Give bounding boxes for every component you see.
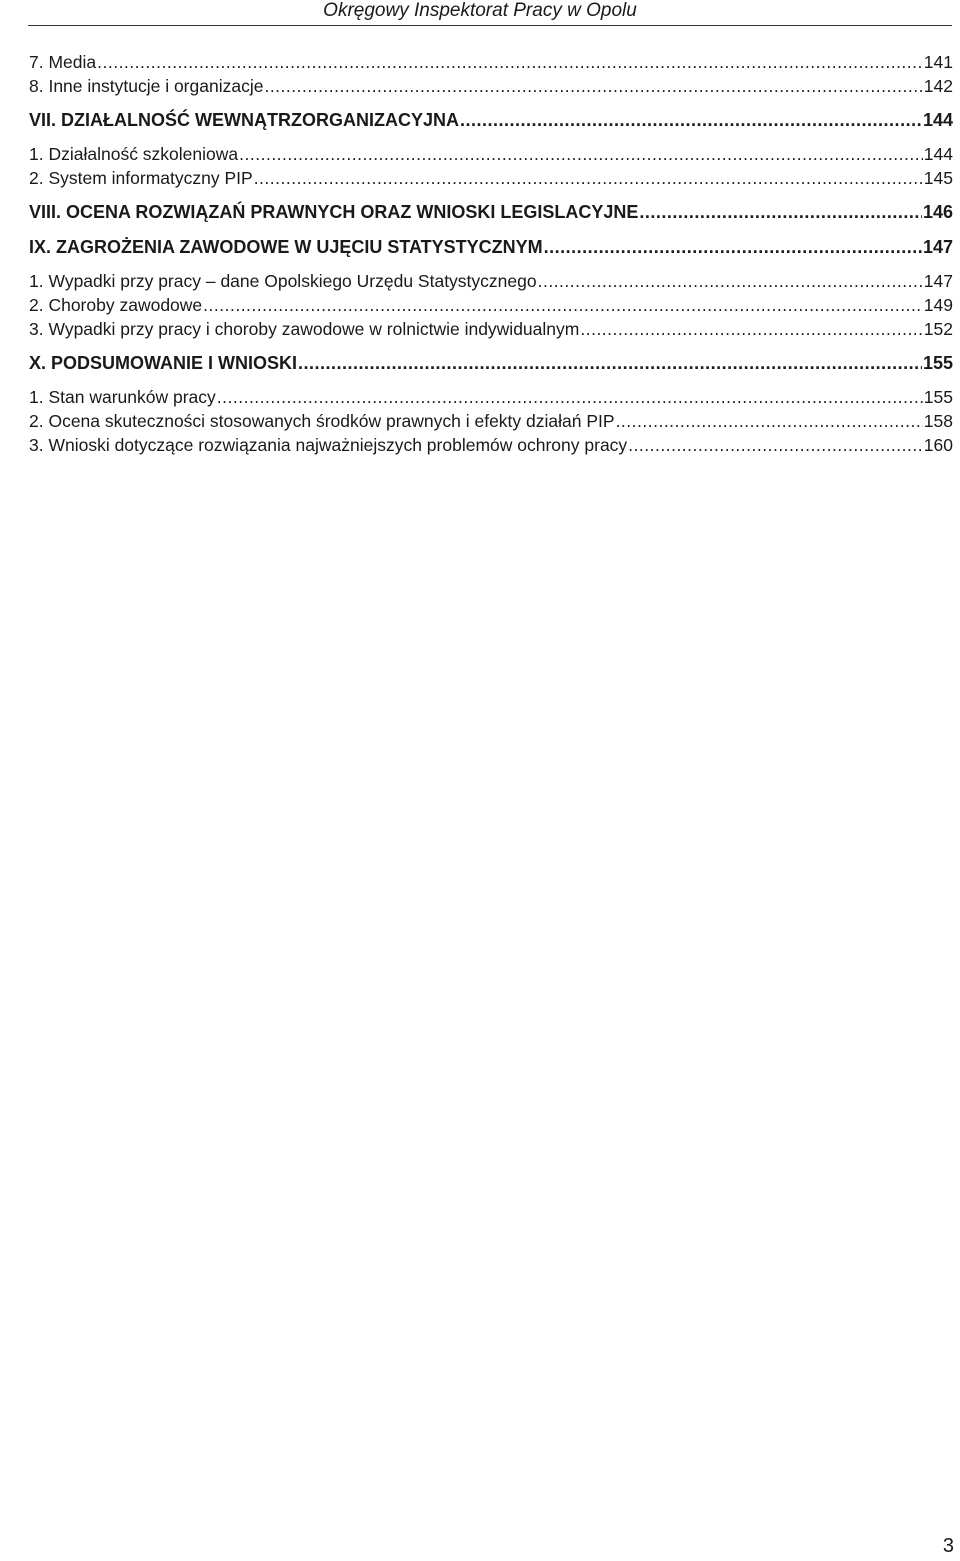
toc-entry[interactable] [29,317,953,341]
toc-leader-dots [264,74,922,98]
toc-entry[interactable] [29,409,953,433]
toc-entry-page: 144 [923,144,953,164]
toc-entry-label: 2. Ocena skuteczności stosowanych środków prawnych i efekty działań PIP [29,411,615,431]
table-of-contents [29,50,953,457]
toc-entry-label: 1. Stan warunków pracy [29,387,216,407]
toc-entry-label: 1. Wypadki przy pracy – dane Opolskiego Urzędu Statystycznego [29,271,537,291]
toc-entry-page: 147 [922,237,953,257]
toc-entry[interactable] [29,433,953,457]
toc-entry-label: 8. Inne instytucje i organizacje [29,76,264,96]
toc-entry-page: 155 [922,353,953,373]
toc-entry-label: 7. Media [29,52,97,72]
toc-entry-label: 2. System informatyczny PIP [29,168,253,188]
toc-section-entry[interactable] [29,350,953,376]
toc-section-entry[interactable] [29,199,953,225]
toc-entry-page: 141 [923,52,953,72]
toc-leader-dots [616,409,923,433]
toc-entry-page: 152 [923,319,953,339]
toc-entry-page: 147 [923,271,953,291]
toc-entry[interactable] [29,269,953,293]
toc-entry-page: 146 [922,202,953,222]
toc-leader-dots [254,166,923,190]
toc-entry-page: 158 [923,411,953,431]
toc-section-entry[interactable] [29,234,953,260]
toc-leader-dots [217,385,923,409]
toc-entry-page: 144 [922,110,953,130]
toc-entry-page: 155 [923,387,953,407]
toc-entry-label: VII. DZIAŁALNOŚĆ WEWNĄTRZORGANIZACYJNA [29,110,459,130]
toc-leader-dots [460,107,922,133]
toc-leader-dots [628,433,923,457]
toc-leader-dots [544,234,922,260]
page-header-title: Okręgowy Inspektorat Pracy w Opolu [323,0,637,21]
toc-entry-label: IX. ZAGROŻENIA ZAWODOWE W UJĘCIU STATYSTYCZNYM [29,237,543,257]
toc-entry-label: 2. Choroby zawodowe [29,295,203,315]
toc-entry[interactable] [29,166,953,190]
toc-entry-page: 145 [923,168,953,188]
toc-leader-dots [298,350,922,376]
toc-entry-label: VIII. OCENA ROZWIĄZAŃ PRAWNYCH ORAZ WNIOSKI LEGISLACYJNE [29,202,639,222]
header-divider [28,25,952,26]
toc-entry-page: 142 [923,76,953,96]
toc-entry-label: X. PODSUMOWANIE I WNIOSKI [29,353,298,373]
toc-entry[interactable] [29,293,953,317]
toc-leader-dots [97,50,923,74]
toc-entry-page: 160 [923,435,953,455]
toc-entry[interactable] [29,385,953,409]
page-number: 3 [942,1535,954,1557]
toc-leader-dots [203,293,923,317]
toc-leader-dots [580,317,922,341]
toc-entry[interactable] [29,50,953,74]
toc-section-entry[interactable] [29,107,953,133]
toc-leader-dots [639,199,922,225]
toc-entry-label: 1. Działalność szkoleniowa [29,144,239,164]
toc-leader-dots [538,269,923,293]
toc-entry[interactable] [29,74,953,98]
toc-entry-label: 3. Wypadki przy pracy i choroby zawodowe w rolnictwie indywidualnym [29,319,580,339]
toc-entry[interactable] [29,142,953,166]
toc-leader-dots [239,142,923,166]
toc-entry-page: 149 [923,295,953,315]
toc-entry-label: 3. Wnioski dotyczące rozwiązania najważniejszych problemów ochrony pracy [29,435,628,455]
